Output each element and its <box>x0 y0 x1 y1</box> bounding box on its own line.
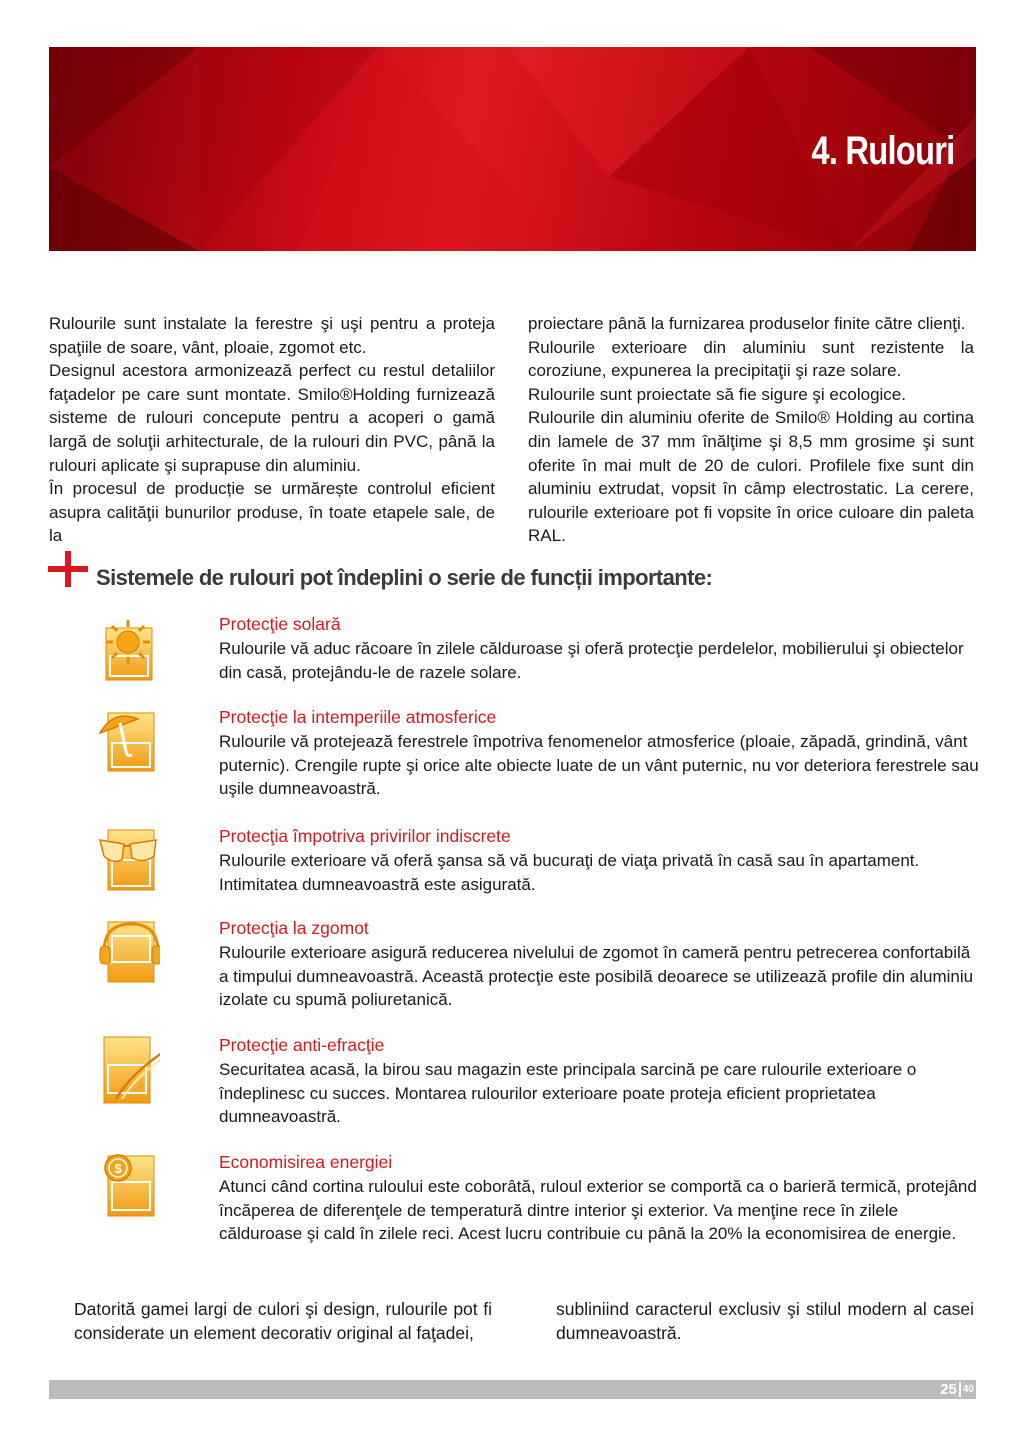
intro-paragraph: Designul acestora armonizează perfect cu restul detaliilor faţadelor pe care sunt montate. Smilo®Holding furnizează sisteme de rulouri concepute pentru a acoperi o gamă largă de soluţii arhitecturale, de la rulouri din PVC, până la rulouri aplicate şi suprapuse din aluminiu. <box>49 361 495 475</box>
header-banner <box>49 47 976 251</box>
feature-description: Securitatea acasă, la birou sau magazin este principala sarcină pe care rulourile exterioare o îndeplinesc cu succes. Montarea rulourilor exterioare poate proteja eficient proprietatea dumneavoastră. <box>219 1060 917 1127</box>
footer-bar <box>49 1380 976 1399</box>
page-title: 4. Rulouri <box>810 129 954 173</box>
feature-title: Protecţia împotriva privirilor indiscrete <box>219 826 511 846</box>
svg-text:$: $ <box>114 1161 122 1176</box>
feature-description: Rulourile exterioare asigură reducerea nivelului de zgomot în cameră pentru petrecerea confortabilă a timpului dumneavoastră. Această protecţie este posibilă deoarece se utilizează profile din aluminiu izolate cu spumă poliuretanică. <box>219 943 974 1010</box>
headphones-icon <box>96 918 160 990</box>
page-number <box>940 1381 974 1398</box>
feature-title: Economisirea energiei <box>219 1152 393 1172</box>
feature-description: Rulourile vă protejează ferestrele împotriva fenomenelor atmosferice (ploaie, zăpadă, grindină, vânt puternic). Crengile rupte şi orice alte obiecte luate de un vânt puternic, nu vor deteriora ferestrele sau uşile dumneavoastră. <box>219 732 979 799</box>
closing-paragraph: Datorită gamei largi de culori şi design, rulourile pot fi considerate un element decorativ original al faţadei, <box>74 1299 492 1343</box>
plus-icon <box>48 551 88 587</box>
sun-icon <box>96 614 160 686</box>
closing-right-column <box>556 1298 974 1345</box>
page-separator <box>959 1382 961 1397</box>
intro-right-column <box>528 312 974 548</box>
closing-paragraph: subliniind caracterul exclusiv şi stilul modern al casei dumneavoastră. <box>556 1299 974 1343</box>
feature-title: Protecţie anti-efracţie <box>219 1035 385 1055</box>
intro-paragraph: În procesul de producție se urmărește controlul eficient asupra calităţii bunurilor produse, în toate etapele sale, de la <box>49 479 495 546</box>
current-page: 25 <box>940 1381 957 1398</box>
sunglasses-icon <box>96 826 160 898</box>
intro-paragraph: Rulourile sunt proiectate să fie sigure şi ecologice. <box>528 384 906 404</box>
closing-left-column <box>74 1298 492 1345</box>
feature-description: Rulourile vă aduc răcoare în zilele călduroase şi oferă protecţie perdelelor, mobilierului şi obiectelor din casă, protejându-le de razele solare. <box>219 639 964 682</box>
intro-paragraph: Rulourile din aluminiu oferite de Smilo® Holding au cortina din lamele de 37 mm înălţime şi 8,5 mm grosime şi sunt oferite în mai mult de 20 de culori. Profilele fixe sunt din aluminiu extrudat, vopsit în câmp electrostatic. La cerere, rulourile exterioare pot fi vopsite în orice culoare din paleta RAL. <box>528 408 974 546</box>
feature-title: Protecţie la intemperiile atmosferice <box>219 707 497 727</box>
total-pages: 40 <box>962 1384 974 1395</box>
feature-description: Rulourile exterioare vă oferă şansa să vă bucuraţi de viaţa privată în casă sau în apartament. Intimitatea dumneavoastră este asigurată. <box>219 851 920 894</box>
shield-icon <box>96 1035 160 1107</box>
section-heading: Sistemele de rulouri pot îndeplini o serie de funcții importante: <box>96 565 713 590</box>
feature-title: Protecţia la zgomot <box>219 918 369 938</box>
coin-icon <box>96 1152 160 1224</box>
feature-description: Atunci când cortina ruloului este coborâtă, ruloul exterior se comportă ca o barieră termică, protejând încăperea de diferenţele de temperatură dintre interior şi exterior. Va menţine rece în zilele călduroase şi cald în zilele reci. Acest lucru contribuie cu până la 20% la economisirea de energie. <box>219 1177 977 1244</box>
intro-paragraph: Rulourile sunt instalate la ferestre şi uşi pentru a proteja spaţiile de soare, vânt, ploaie, zgomot etc. <box>49 314 495 357</box>
intro-paragraph: Rulourile exterioare din aluminiu sunt rezistente la coroziune, expunerea la precipitaţii şi raze solare. <box>528 337 974 381</box>
umbrella-icon <box>96 707 160 779</box>
intro-left-column <box>49 312 495 548</box>
feature-title: Protecţie solară <box>219 614 341 634</box>
intro-paragraph: proiectare până la furnizarea produselor finite către clienţi. <box>528 314 966 333</box>
